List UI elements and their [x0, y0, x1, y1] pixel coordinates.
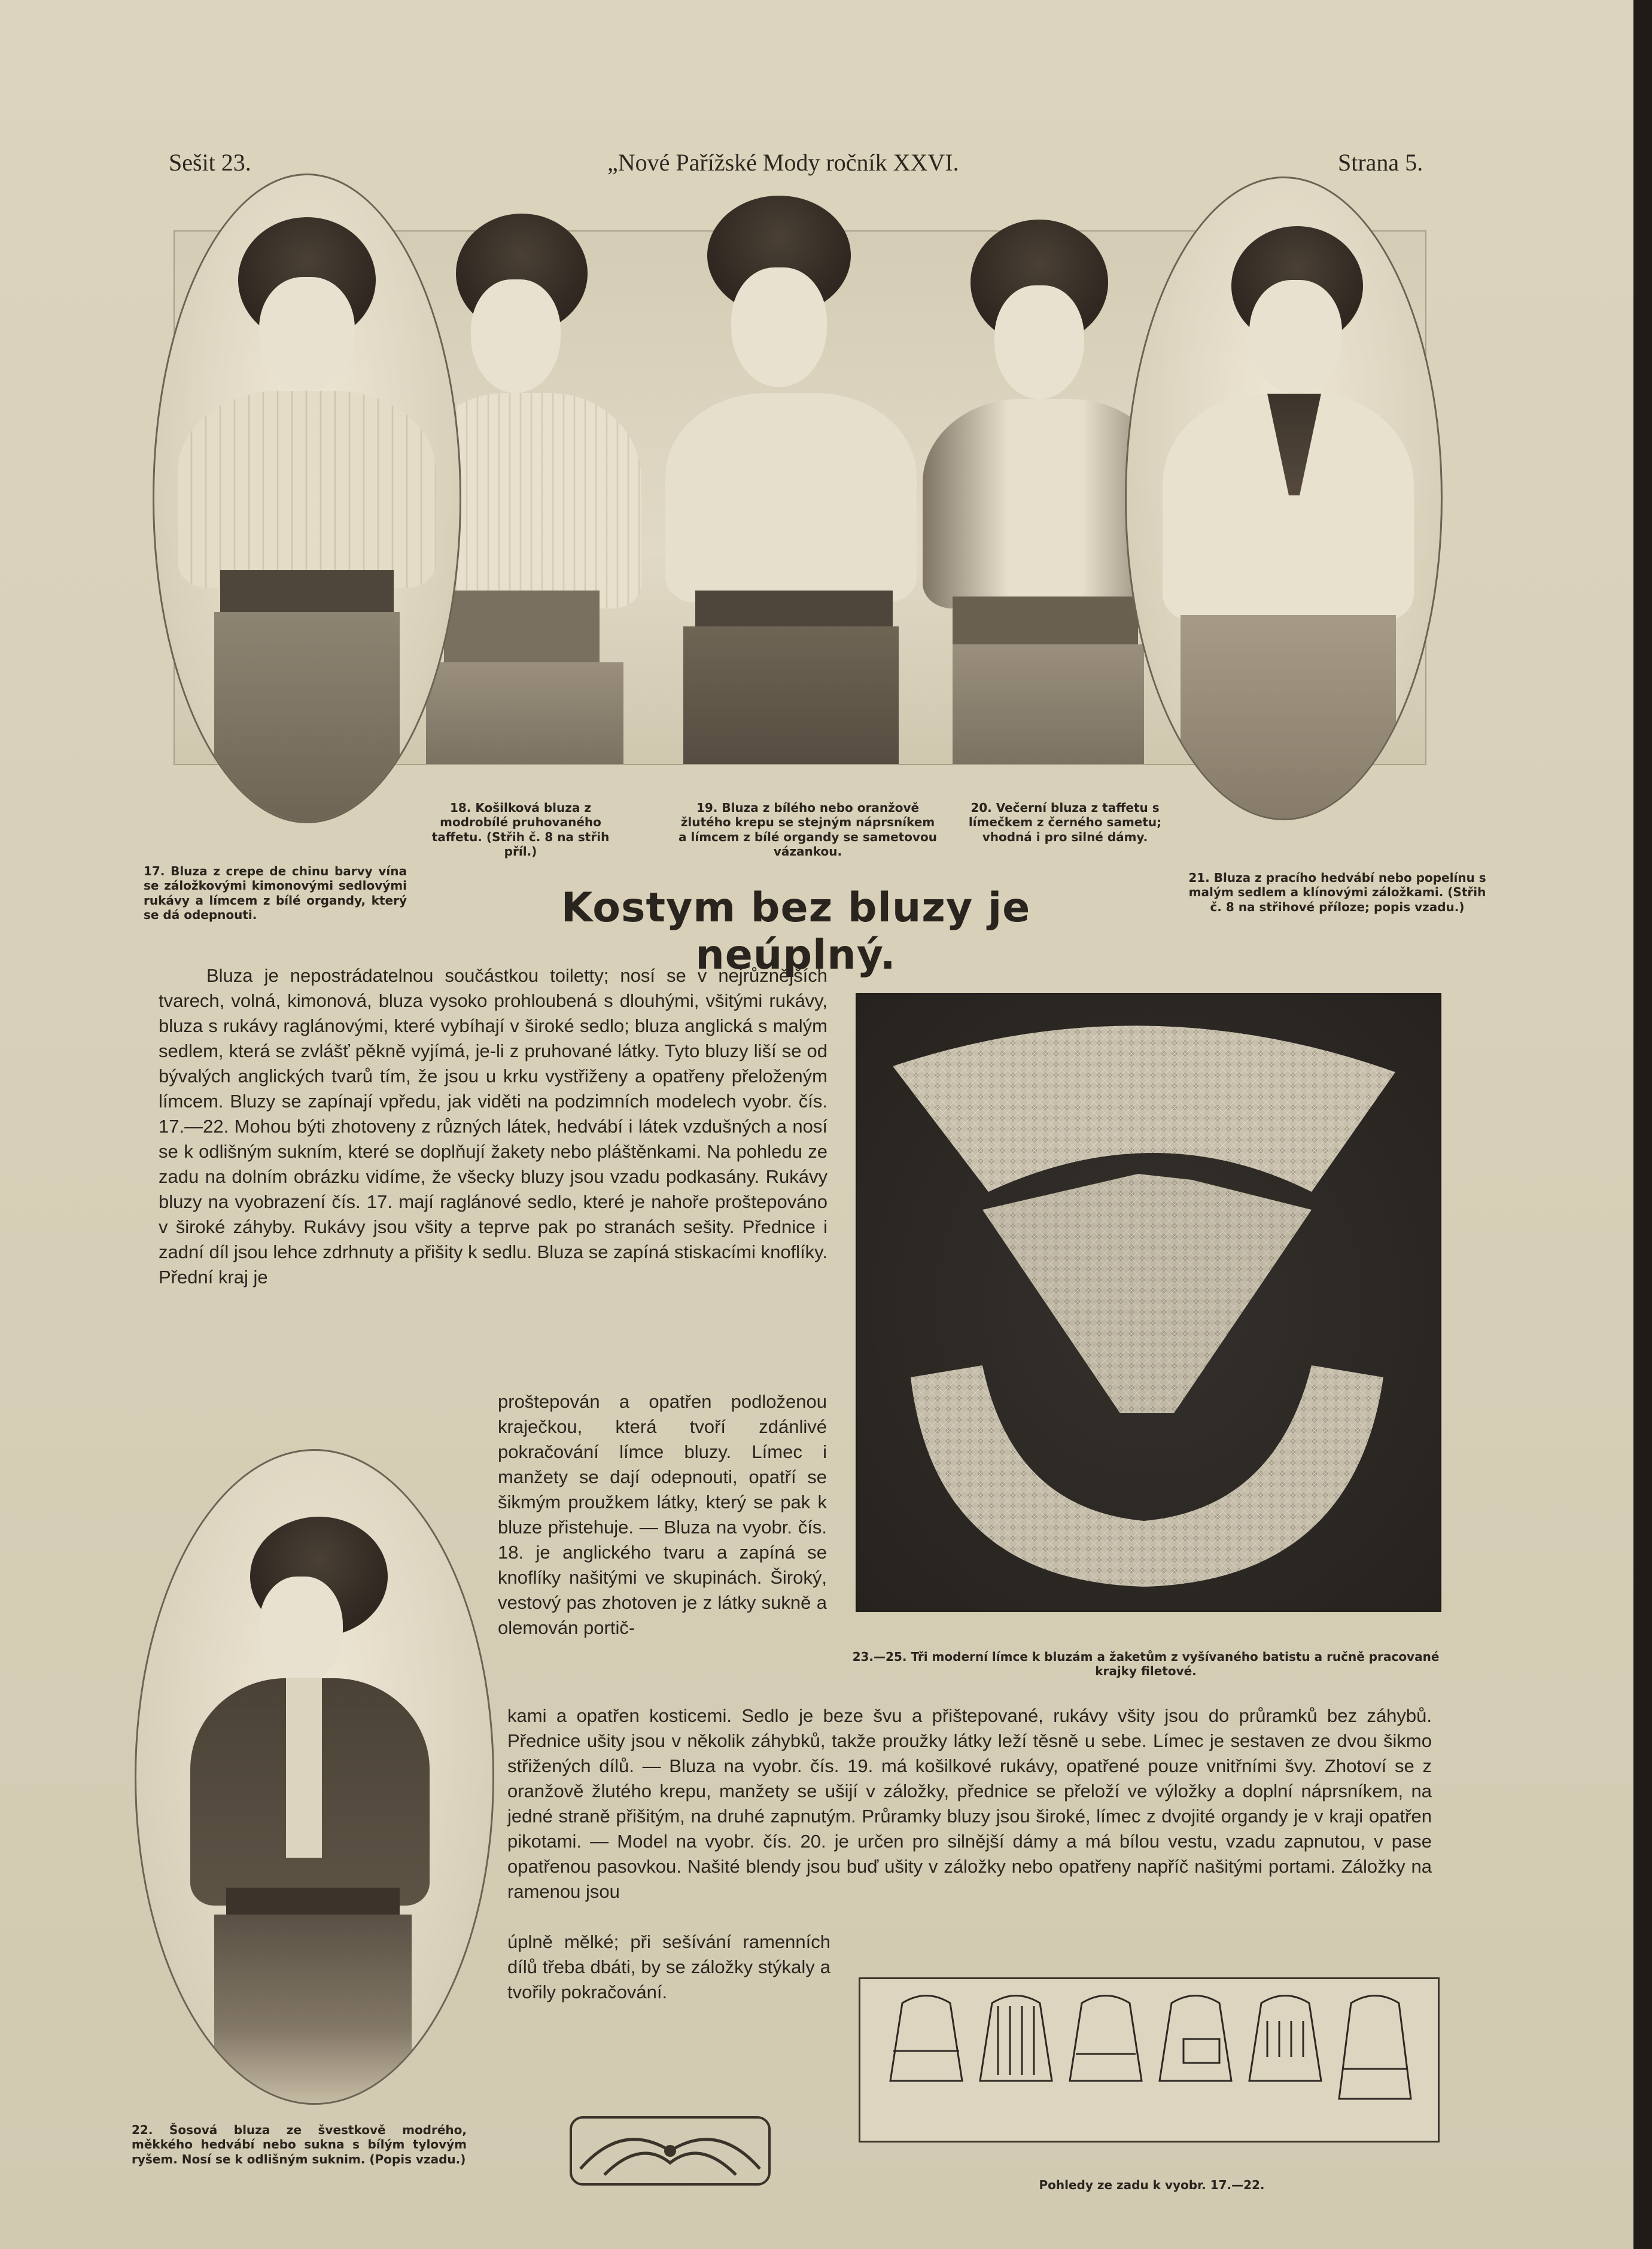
figure-18-face — [471, 279, 561, 393]
figure-17-skirt — [214, 612, 400, 823]
article-paragraph-1: Bluza je nepostrádatelnou součástkou toiletty; nosí se v nejrůznějších tvarech, volná, kimonová, bluza vysoko prohloubená s dlouhými, všitými rukávy, bluza s rukávy raglánovými, které vybíhají v široké sedlo; bluza anglická s malým sedlem, která se zvlášť pěkně vyjímá, je-li z pruhované látky. Tyto bluzy liší se od bývalých anglických tvarů tím, že jsou u krku vystřiženy a opatřeny přeloženým límcem. Bluzy se zapínají vpředu, jak viděti na podzimních modelech vyobr. čís. 17.—22. Mohou býti zhotoveny z různých látek, hedvábí i látek vzdušných a nosí se k odlišným sukním, které se doplňují žakety nebo pláštěnkami. Na pohledu ze zadu na dolním obrázku vidíme, že všecky bluzy jsou vzadu podkasány. Rukávy bluzy na vyobrazení čís. 17. mají raglánové sedlo, které je nahoře proštepováno v široké záhyby. Rukávy jsou všity a teprve pak po stranách sešity. Přednice i zadní díl jsou lehce zdrhnuty a přišity k sedlu. Bluza se zapíná stiskacími knoflíky. Přední kraj je — [159, 965, 827, 1288]
figure-19-belt — [695, 591, 893, 626]
figure-18-vest-belt — [444, 591, 600, 662]
figure-21-face — [1249, 280, 1342, 394]
figure-17-oval-portrait — [153, 174, 461, 823]
figure-19-skirt — [683, 626, 899, 764]
caption-21: 21. Bluza z pracího hedvábí nebo popelínu s malým sedlem a klínovými záložkami. (Střih č. 8 na střihové příloze; popis vzadu.) — [1188, 871, 1486, 914]
figure-19-blouse — [665, 393, 917, 602]
figure-17-face — [259, 277, 355, 391]
article-paragraph-3: kami a opatřen kosticemi. Sedlo je beze švu a přištepované, rukávy všity jsou do průramků bez záhybů. Přednice ušity jsou v několik záhybků, takže proužky látky leží těsně u sebe. Límec je sestaven ze dvou šikmo střižených dílů. — Bluza na vyobr. čís. 19. má košilkové rukávy, opatřené pouze vnitřními švy. Zhotoví se z oranžově žlutého krepu, manžety se ušijí v záložky, přednice se přeloží ve výložky a doplní náprsníkem, na jedné straně přišitým, na druhé zapnutým. Průramky bluzy jsou široké, límec z dvojité organdy je v kraji opatřen pikotami. — Model na vyobr. čís. 20. je určen pro silnější dámy a má bílou vestu, vzadu zapnutou, v pase opatřenou pasovkou. Našité blendy jsou buď ušity v záložky nebo opatřeny napříč našitými portami. Záložky na ramenou jsou — [507, 1705, 1432, 1902]
figure-21-oval-portrait — [1125, 176, 1443, 820]
issue-number: Sešit 23. — [169, 149, 251, 176]
back-view-22 — [1339, 1996, 1411, 2099]
article-column-3 — [507, 1703, 1432, 1904]
caption-18: 18. Košilková bluza z modrobílé pruhovaného taffetu. (Střih č. 8 na střih příl.) — [431, 801, 610, 859]
collar-top-lace — [893, 1025, 1395, 1192]
figure-20-skirt — [953, 644, 1144, 764]
figure-21-skirt — [1181, 615, 1396, 820]
caption-19: 19. Bluza z bílého nebo oranžově žlutého krepu se stejným náprsníkem a límcem z bílé organdy se sametovou vázankou. — [679, 801, 937, 859]
blouse-backs-drawing — [860, 1979, 1438, 2141]
lace-collars-drawing — [857, 994, 1440, 1611]
decorative-ornament — [568, 2115, 772, 2187]
back-view-20 — [1160, 1996, 1231, 2081]
article-paragraph-4: úplně mělké; při sešívání ramenních dílů třeba dbáti, by se záložky stýkaly a tvořily pokračování. — [507, 1931, 830, 2003]
article-column-2 — [498, 1389, 827, 1641]
figure-22-face — [259, 1577, 343, 1684]
collar-middle-embroidered — [982, 1174, 1312, 1413]
article-title: Kostym bez bluzy je neúplný. — [561, 884, 1031, 979]
figure-17-blouse — [178, 391, 436, 588]
caption-22: 22. Šosová bluza ze švestkově modrého, měkkého hedvábí nebo sukna s bílým tylovým ryšem. Nosí se k odlišným suknim. (Popis vzadu.) — [132, 2123, 467, 2166]
figure-19-face — [731, 267, 827, 387]
figure-17-belt — [220, 570, 394, 612]
figure-22-belt — [226, 1888, 400, 1915]
magazine-title: „Nové Pařížské Mody ročník XXVI. — [607, 149, 959, 176]
article-column-4 — [507, 1930, 830, 2005]
back-view-18 — [980, 1996, 1052, 2081]
article-paragraph-2: proštepován a opatřen podloženou kraječkou, která tvoří zdánlivé pokračování límce bluzy. Límec i manžety se dají odepnouti, opatří se šikmým proužkem látky, který se pak k bluze přistehuje. — Bluza na vyobr. čís. 18. je anglického tvaru a zapíná se knoflíky našitými ve skupinách. Široký, vestový pas zhotoven je z látky sukně a olemován portič- — [498, 1391, 827, 1638]
figure-22-peplum-skirt — [214, 1915, 412, 2105]
back-view-19 — [1070, 1996, 1142, 2081]
figure-20-belt — [953, 597, 1138, 644]
caption-20: 20. Večerní bluza z taffetu s límečkem z černého sametu; vhodná i pro silné dámy. — [968, 801, 1162, 844]
figure-18-skirt — [426, 662, 623, 764]
lace-collars-photo — [856, 993, 1441, 1612]
back-view-21 — [1249, 1996, 1321, 2081]
article-column-1 — [159, 963, 827, 1290]
back-view-17 — [890, 1996, 962, 2081]
caption-17: 17. Bluza z crepe de chinu barvy vína se záložkovými kimonovými sedlovými rukávy a límcem z bílé organdy, který se dá odepnouti. — [144, 864, 407, 923]
figure-20-face — [994, 285, 1084, 399]
figure-22-oval-portrait — [135, 1449, 494, 2105]
page-number: Strana 5. — [1338, 149, 1423, 176]
caption-back-views: Pohledy ze zadu k vyobr. 17.—22. — [1039, 2178, 1265, 2192]
figure-22-ruche — [286, 1678, 322, 1858]
caption-23-25: 23.—25. Tři moderní límce k bluzám a žaketům z vyšívaného batistu a ručně pracované krajky filetové. — [852, 1650, 1440, 1679]
back-views-illustration — [859, 1977, 1440, 2143]
